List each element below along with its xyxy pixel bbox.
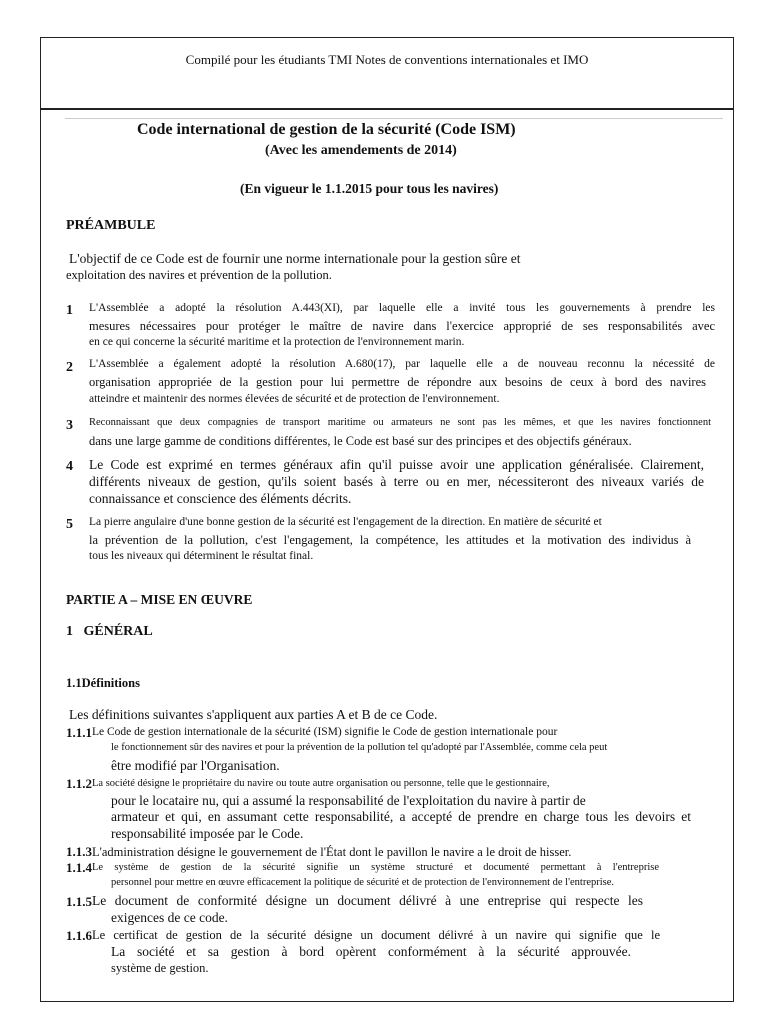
preamble-item-line: différents niveaux de gestion, qu'ils soient basés à terre ou en mer, nécessiteront des niveaux variés de xyxy=(89,474,704,489)
preamble-item-line: mesures nécessaires pour protéger le maître de navire dans l'exercice approprié de ses responsabilités avec xyxy=(89,319,715,333)
preamble-item-number: 4 xyxy=(66,459,73,474)
definition-number: 1.1.1 xyxy=(66,725,92,740)
preamble-item-line: organisation appropriée de la gestion pour lui permettre de répondre aux besoins de ceux à bord des navires xyxy=(89,375,706,389)
preamble-item-line: connaissance et conscience des éléments décrits. xyxy=(89,491,352,506)
definition-line: pour le locataire nu, qui a assumé la responsabilité de l'exploitation du navire à partir de xyxy=(111,793,586,808)
definition-line: exigences de ce code. xyxy=(111,910,228,925)
definition-line: La société et sa gestion à bord opèrent conformément à la sécurité approuvée. xyxy=(111,944,631,959)
definition-line: système de gestion. xyxy=(111,961,209,975)
definitions-intro: Les définitions suivantes s'appliquent aux parties A et B de ce Code. xyxy=(69,707,438,722)
preamble-item-line: L'Assemblée a adopté la résolution A.443(XI), par laquelle elle a invité tous les gouvernements à prendre les xyxy=(89,302,715,314)
definition-number: 1.1.4 xyxy=(66,860,92,875)
definition-line: être modifié par l'Organisation. xyxy=(111,758,280,773)
definition-line: le fonctionnement sûr des navires et pour la prévention de la pollution tel qu'adopté par l'Assemblée, comme cela peut xyxy=(111,742,608,753)
preamble-item-line: L'Assemblée a également adopté la résolution A.680(17), par laquelle elle a de nouveau reconnu la nécessité de xyxy=(89,358,715,370)
preamble-item-line: tous les niveaux qui déterminent le résultat final. xyxy=(89,550,314,562)
preamble-item-number: 3 xyxy=(66,418,73,433)
preamble-item-line: Le Code est exprimé en termes généraux afin qu'il puisse avoir une application généralisée. Clairement, xyxy=(89,457,704,472)
definition-number: 1.1.3 xyxy=(66,844,92,859)
preamble-heading: PRÉAMBULE xyxy=(66,218,156,233)
preamble-intro-line: exploitation des navires et prévention de la pollution. xyxy=(66,268,332,282)
definition-line: Le certificat de gestion de la sécurité désigne un document délivré à un navire qui signifie que le xyxy=(92,928,660,942)
definitions-heading: 1.1Définitions xyxy=(66,676,140,690)
preamble-item-number: 1 xyxy=(66,303,73,318)
preamble-item-line: la prévention de la pollution, c'est l'engagement, la compétence, les attitudes et la motivation des individus à xyxy=(89,533,691,547)
definition-number: 1.1.2 xyxy=(66,776,92,791)
definition-line: armateur et qui, en assumant cette responsabilité, a accepté de prendre en charge tous les devoirs et xyxy=(111,809,691,824)
definition-line: Le système de gestion de la sécurité signifie un système structuré et documenté permettant à l'entreprise xyxy=(92,862,659,873)
document-in-force: (En vigueur le 1.1.2015 pour tous les navires) xyxy=(240,181,499,196)
preamble-item-number: 2 xyxy=(66,360,73,375)
part-a-heading: PARTIE A – MISE EN ŒUVRE xyxy=(66,592,253,607)
document-title: Code international de gestion de la sécurité (Code ISM) xyxy=(137,121,516,138)
header-divider xyxy=(40,108,734,110)
definition-line: Le Code de gestion internationale de la sécurité (ISM) signifie le Code de gestion internationale pour xyxy=(92,726,558,738)
definition-line: La société désigne le propriétaire du navire ou toute autre organisation ou personne, telle que le gestionnaire, xyxy=(92,778,550,789)
preamble-item-line: atteindre et maintenir des normes élevées de sécurité et de protection de l'environnement. xyxy=(89,393,500,405)
preamble-item-number: 5 xyxy=(66,517,73,532)
preamble-item-line: dans une large gamme de conditions différentes, le Code est basé sur des principes et des objectifs généraux. xyxy=(89,434,632,448)
definition-line: responsabilité imposée par le Code. xyxy=(111,826,304,841)
preamble-item-line: Reconnaissant que deux compagnies de transport maritime ou armateurs ne sont pas les mêmes, et que les navires fonctionnent xyxy=(89,417,711,428)
preamble-item-line: La pierre angulaire d'une bonne gestion de la sécurité est l'engagement de la direction. En matière de sécurité et xyxy=(89,516,602,528)
definition-line: Le document de conformité désigne un document délivré à une entreprise qui respecte les xyxy=(92,893,643,908)
definition-number: 1.1.5 xyxy=(66,894,92,909)
definition-line: personnel pour mettre en œuvre efficacement la politique de sécurité et de protection de l'environnement de l'entreprise. xyxy=(111,877,615,888)
preamble-item-line: en ce qui concerne la sécurité maritime et la protection de l'environnement marin. xyxy=(89,336,465,348)
thin-divider xyxy=(65,118,723,119)
compiled-for-header: Compilé pour les étudiants TMI Notes de conventions internationales et IMO xyxy=(185,52,589,67)
document-amendments: (Avec les amendements de 2014) xyxy=(265,143,457,158)
definition-number: 1.1.6 xyxy=(66,928,92,943)
section-general-heading: 1 GÉNÉRAL xyxy=(66,624,153,639)
preamble-intro-line: L'objectif de ce Code est de fournir une norme internationale pour la gestion sûre et xyxy=(69,251,521,266)
definition-line: L'administration désigne le gouvernement de l'État dont le pavillon le navire a le droit de hisser. xyxy=(92,845,572,859)
